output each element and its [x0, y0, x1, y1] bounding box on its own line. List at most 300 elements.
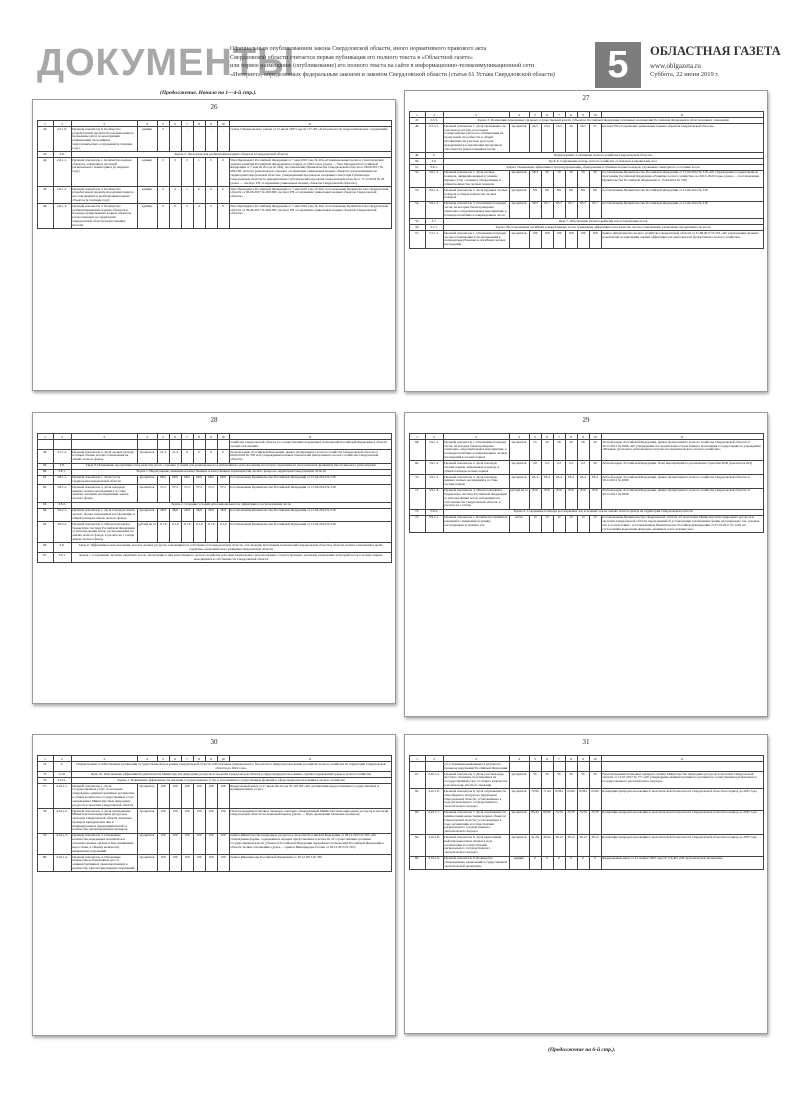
- table-cell: рублей на га: [137, 522, 157, 543]
- table-row: [37, 158, 391, 187]
- table-cell: Целевой показатель 1. Количество водных объектов, охваченных системой регионального мониторинга (в текущем году): [71, 158, 137, 187]
- table-cell: 100: [193, 833, 205, 854]
- table-cell: Указ Президента Российской Федерации от 7 мая 2018 года № 204, постановление Правительства Свердловской области от 06.06.2017 № 409-ПП, паспорт РП «Сохранение уникальных водных объектов Свердловской области»: [229, 186, 391, 203]
- document-page-panel: [404, 90, 768, 392]
- table-cell: 100: [553, 231, 565, 248]
- table-cell: -: [193, 127, 205, 152]
- table-cell: единиц: [137, 127, 157, 152]
- column-number: 6: [541, 112, 553, 118]
- table-cell: 50: [565, 771, 577, 788]
- table-cell: 4: [193, 204, 205, 229]
- column-number: 2: [425, 434, 443, 440]
- table-cell: 24,5: [529, 124, 541, 153]
- column-number: 9: [577, 112, 589, 118]
- table-cell: постановление Правительства Российской Федерации от 15.04.2014 № 318: [601, 201, 763, 218]
- table-cell: 77.: [37, 783, 53, 808]
- column-number: 10: [217, 756, 229, 762]
- table-cell: [589, 762, 601, 772]
- table-cell: [193, 440, 205, 450]
- table-cell: 63.: [37, 502, 53, 508]
- table-cell: 2,2: [565, 461, 577, 475]
- table-cell: 55.: [409, 219, 425, 225]
- table-cell: статья 5 Федерального закона от 21 июля 1997 года № 117-ФЗ «О безопасности гидротехнических сооружений»: [229, 127, 391, 152]
- table-cell: 21,4: [169, 449, 181, 463]
- table-cell: 100: [157, 833, 169, 854]
- column-number: 1: [37, 434, 53, 440]
- header-notice-line: «Интернет», определенных федеральным законом и законом Свердловской области (статья 61 Устава Свердловской области): [230, 71, 555, 78]
- table-cell: 8,6: [577, 188, 589, 202]
- table-cell: План проведения плановых проверок, ежегодно утверждаемый Министерством природных ресурсов и экологии Свердловской области на плановый период (далее — План проведения плановых проверок): [229, 808, 391, 833]
- document-page-panel: [404, 734, 768, 1034]
- table-cell: процентов: [509, 461, 529, 475]
- table-cell: 95,7: [565, 201, 577, 218]
- table-cell: 80.: [37, 855, 53, 872]
- table-cell: 100: [193, 808, 205, 833]
- table-cell: 0: [193, 186, 205, 203]
- table-row: [409, 440, 763, 461]
- column-number: 4: [137, 756, 157, 762]
- column-number: 10: [589, 756, 601, 762]
- section-heading-cell: Задача 1. Недопущение снижения количественных и качественных характеристик лесного фонда на территории Свердловской области: [71, 469, 391, 475]
- table-row: [409, 231, 763, 248]
- table-cell: 100: [529, 231, 541, 248]
- page-section-number: 30: [210, 738, 218, 746]
- column-number: 11: [229, 756, 391, 762]
- table-cell: Целевой показатель 5. Доля участков недр местного значения, поставленных на государственный учет, от общего количества участков недр местного значения: [444, 771, 508, 787]
- table-cell: Федеральный закон от 23 ноября 1995 года № 174-ФЗ «Об экологической экспертизе»: [601, 856, 763, 870]
- section-heading-cell: Задача 2. Сохранение площади лесопарковых зон и зеленых зон на землях лесного фонда на территории Свердловской области: [443, 509, 763, 515]
- table-cell: Лесной кодекс Российской Федерации, приказ Департамента лесного хозяйства Свердловской области от 30.12.2011 № 2096 «Об утверждении последовательности регламента исполнения государственного учреждения «Вечевые уральского регионального научно-исследовательского лесного хозяйства»: [601, 440, 763, 461]
- table-cell: 68,6: [205, 475, 217, 485]
- table-cell: Указ Президента Российской Федерации от 7 мая 2018 года № 204 «О национальных целях и стратегических задачах развития Российской Федерации на период до 2024 года» (далее — Указ Президента Российской Федерации от 7 мая 2018 года № 204), постановление Правительства Свердловской области от 06.06.2017 № 409-ПП, паспорт регионального проекта «Сохранение уникальных водных объектов, расположенных на территории Свердловской области», утвержденный протоколом заседания Совета при Губернаторе Свердловской области по приоритетным стратегическим проектам Свердловской области от 17.12.2018 № 26 (далее — паспорт РП «Сохранение уникальных водных объектов Свердловской области»): [229, 158, 391, 187]
- table-cell: [71, 440, 137, 450]
- indicators-table: [37, 755, 392, 872]
- table-cell: 62.: [37, 485, 53, 502]
- document-page-panel: [404, 412, 768, 717]
- table-cell: 3: [157, 186, 169, 203]
- column-number: 4: [137, 434, 157, 440]
- table-cell: 12: [577, 515, 589, 532]
- column-number: 2: [53, 756, 71, 762]
- page-section-number: 26: [210, 103, 218, 111]
- table-row: [409, 771, 763, 788]
- column-number: 8: [565, 112, 577, 118]
- table-row: [409, 835, 763, 856]
- continued-from-note: (Продолжение. Начало на 1—4-й стр.).: [160, 90, 257, 96]
- table-cell: 3,0: [589, 461, 601, 475]
- table-cell: 4.10.1.3.: [53, 833, 71, 854]
- newspaper-name: ОБЛАСТНАЯ ГАЗЕТА: [650, 44, 781, 58]
- table-cell: процентов: [509, 231, 529, 248]
- table-cell: 100: [157, 783, 169, 808]
- table-cell: 3.6.1.2.: [425, 188, 443, 202]
- table-cell: 100: [193, 855, 205, 872]
- column-number: 8: [565, 756, 577, 762]
- table-cell: 72,96: [529, 789, 541, 810]
- table-cell: 36,12: [553, 835, 565, 856]
- table-cell: [565, 762, 577, 772]
- table-cell: 3.7.: [425, 219, 443, 225]
- table-cell: 95,7: [589, 201, 601, 218]
- table-cell: 100: [157, 808, 169, 833]
- table-cell: 81.: [409, 771, 425, 788]
- table-cell: 25,0: [541, 124, 553, 153]
- table-cell: 100: [217, 808, 229, 833]
- table-cell: 74,76: [553, 810, 565, 835]
- table-row: [37, 186, 391, 203]
- table-cell: 26: [553, 440, 565, 461]
- table-cell: 59: [577, 170, 589, 187]
- section-heading-cell: Цель 10. Обеспечение эффективной деятельности Министерства природных ресурсов и экологии Свердловской области в сфере природопользования, охраны окружающей среды и лесного хозяйства: [71, 771, 391, 777]
- section-heading-cell: Цель 8. Повышение продуктивности и качества лесов, создание условий для рационального и интенсивного использования лесов при сохранении их экологических функций и биологического разнообразия: [71, 463, 391, 469]
- table-cell: 57,2: [205, 485, 217, 502]
- table-cell: 100: [577, 231, 589, 248]
- table-cell: 0: [157, 204, 169, 229]
- table-cell: Лесной кодекс Российской Федерации, приказ Департамента лесного хозяйства Свердловской области от 30.12.2011 № 2096: [601, 488, 763, 509]
- table-row: [409, 188, 763, 202]
- column-number: 2: [53, 121, 71, 127]
- table-cell: 63,84: [577, 789, 589, 810]
- table-cell: Целевой показатель 1. Доля площади земель лесного фонда, переданных в пользование, в общей площади земель лесного фонда: [72, 508, 136, 520]
- table-row: [409, 201, 763, 218]
- table-cell: 850: [577, 488, 589, 509]
- table-row: [409, 789, 763, 810]
- table-cell: 41,28: [529, 835, 541, 856]
- table-cell: Целевой показатель 1. Доля лесных пожаров, ликвидированных в течение первых суток с момента обнаружения, в общем количестве лесных пожаров: [443, 170, 509, 187]
- table-cell: 2.5.3.1.: [425, 124, 443, 153]
- table-cell: штук: [509, 515, 529, 532]
- table-cell: 1: [181, 186, 193, 203]
- table-cell: Целевой показатель 1. Доля государственных услуг, по которым утверждены административные регламенты, в общем количестве государственных услуг, оказываемых Министерством природных ресурсов и экологии Свердловской области: [71, 783, 137, 808]
- table-cell: [409, 762, 425, 772]
- issue-date: Суббота, 22 июня 2019 г.: [650, 71, 719, 78]
- table-cell: 111,9: [205, 522, 217, 543]
- table-cell: 59.: [37, 463, 53, 469]
- table-cell: 0: [589, 856, 601, 870]
- table-cell: 28,8: [217, 508, 229, 522]
- column-number: 1: [37, 756, 53, 762]
- document-page-panel: [32, 734, 396, 1036]
- column-number: 2: [425, 112, 443, 118]
- table-cell: 85,4: [553, 474, 565, 488]
- table-cell: Целевой показатель 2. Количество разработанной проектной документации по восстановлению и реабилитации водных объектов (в текущем году): [71, 186, 137, 203]
- table-cell: 0: [205, 186, 217, 203]
- table-cell: 12: [541, 515, 553, 532]
- table-cell: 850: [589, 488, 601, 509]
- page-section-number: 27: [582, 94, 590, 102]
- document-page-panel: [32, 412, 396, 704]
- table-cell: 100: [193, 783, 205, 808]
- table-cell: 3.8.2.2.: [53, 522, 71, 543]
- table-cell: 2.6.: [53, 152, 71, 158]
- table-cell: [577, 762, 589, 772]
- table-cell: 49.: [409, 152, 425, 158]
- table-cell: 63,84: [553, 789, 565, 810]
- table-cell: Целевой показатель 8. Доля выполнения нефтепромысловых планов в ходе организации и осуществления регионального государственного экологического надзора: [443, 835, 509, 856]
- table-cell: Целевой показатель 6. Количество разработанной проектной документации на проведение работ по консервации (ликвидации) бесхозяйных гидротехнических сооружений (в текущем году): [71, 127, 137, 152]
- table-cell: 85,44: [529, 810, 541, 835]
- table-cell: 3.8.1.1.: [53, 475, 71, 485]
- table-cell: 48.: [409, 124, 425, 153]
- table-cell: 57,2: [217, 485, 229, 502]
- table-cell: 59: [553, 170, 565, 187]
- table-cell: 26: [577, 440, 589, 461]
- table-cell: 100: [217, 855, 229, 872]
- table-cell: 25: [529, 440, 541, 461]
- table-cell: 50: [553, 771, 565, 788]
- column-number: 6: [541, 756, 553, 762]
- table-cell: 3: [157, 158, 169, 187]
- table-cell: Целевой показатель 3. Отношение площади лесов, на которых были проведены санитарно-оздоровительные мероприятия, к площади погибших и поврежденных лесов: [443, 201, 509, 218]
- table-cell: 2,2: [541, 461, 553, 475]
- table-cell: процентов: [509, 835, 529, 856]
- table-cell: процентов: [509, 789, 529, 810]
- table-cell: 3.9.1.4.: [425, 488, 443, 509]
- table-cell: 26,5: [577, 124, 589, 153]
- table-cell: процентов: [137, 475, 157, 485]
- table-cell: 2.5.1.6.: [53, 127, 71, 152]
- section-heading-cell: Задача 2. Экологическая реабилитация водных объектов в Свердловской области: [71, 152, 391, 158]
- table-cell: 85,4: [565, 474, 577, 488]
- table-cell: 850: [553, 488, 565, 509]
- table-cell: -: [217, 127, 229, 152]
- table-cell: 71,44: [541, 789, 553, 810]
- table-cell: об устранении выявленных в результате проверок нарушений Российской Федерации: [444, 761, 508, 770]
- table-cell: 57,2: [193, 485, 205, 502]
- table-cell: 57.: [409, 231, 425, 248]
- table-cell: 64.: [37, 508, 53, 522]
- column-number: 6: [169, 756, 181, 762]
- section-heading-cell: Задача. Повышение эффективности предупреждения, обнаружения и тушения лесных пожаров, улучшение санитарного состояния лесов: [443, 164, 763, 170]
- table-row: [37, 553, 391, 563]
- table-cell: 12: [565, 515, 577, 532]
- column-number: 9: [577, 756, 589, 762]
- section-heading-cell: Задача 1. Повышение эффективности оказания государственных услуг и исполнения государственных функций в сфере природопользования и лесного хозяйства: [71, 777, 391, 783]
- table-cell: процентов: [137, 449, 157, 463]
- table-cell: 3: [181, 158, 193, 187]
- table-cell: постановление Правительства Российской Федерации от 15.04.2014 № 318: [601, 188, 763, 202]
- table-cell: Федеральный закон от 27 июля 2010 года № 210-ФЗ «Об организации предоставления государственных и муниципальных услуг»: [229, 783, 391, 808]
- table-cell: 111,9: [193, 522, 205, 543]
- table-row: [409, 170, 763, 187]
- table-cell: 76.: [37, 777, 53, 783]
- table-cell: 65.: [37, 522, 53, 543]
- table-cell: 3.9.2.1.: [425, 515, 443, 532]
- column-number: 7: [181, 121, 193, 127]
- column-number: 10: [589, 434, 601, 440]
- table-cell: процентов: [137, 833, 157, 854]
- table-cell: 44.: [37, 158, 53, 187]
- table-cell: 25,5: [553, 124, 565, 153]
- table-cell: 95,7: [577, 201, 589, 218]
- newspaper-site-link[interactable]: www.oblgazeta.ru: [650, 62, 701, 70]
- column-number: 3: [71, 434, 137, 440]
- table-cell: 59: [541, 170, 553, 187]
- indicators-table: [37, 120, 392, 229]
- table-cell: Целевой показатель 1. Отношение площади лесовосстановления и лесоразведения к площади вырубленных и погибших лесных насаждений: [443, 231, 509, 248]
- page-number-badge: 5: [595, 42, 641, 88]
- table-cell: 50: [541, 771, 553, 788]
- table-cell: 68,6: [169, 475, 181, 485]
- table-cell: 12: [589, 515, 601, 532]
- table-cell: 850: [565, 488, 577, 509]
- table-cell: 3: [157, 127, 169, 152]
- column-number: 9: [205, 434, 217, 440]
- table-cell: 28,8: [205, 508, 217, 522]
- table-cell: приказ Департамента лесного хозяйства Свердловской области от 31.08.2017 № 552 «Об утверждении целевых показателей по критериям оценки эффективности деятельности Департамента лесного хозяйства»: [601, 231, 763, 248]
- page-section-number: 29: [582, 416, 590, 424]
- table-cell: [601, 762, 763, 772]
- table-cell: 2.6.1.3.: [53, 204, 71, 229]
- table-cell: 4.10.1.8.: [425, 835, 443, 856]
- table-cell: 74,76: [565, 810, 577, 835]
- table-cell: 0: [217, 158, 229, 187]
- table-cell: 0: [565, 856, 577, 870]
- table-cell: Целевой показатель 2. Доля крупных лесных пожаров в общем количестве лесных пожаров: [444, 187, 508, 200]
- table-cell: [157, 440, 169, 450]
- column-number: 8: [193, 121, 205, 127]
- table-cell: 67.: [37, 553, 53, 563]
- table-cell: 100: [589, 231, 601, 248]
- table-cell: единиц: [137, 158, 157, 187]
- table-cell: 78.: [37, 808, 53, 833]
- table-cell: Целевой показатель 2. Доля проведенных Министерством природных ресурсов и экологии Свердловской области плановых проверок юридических лиц и индивидуальных предпринимателей от количества запланированных проверок: [71, 808, 137, 833]
- table-cell: 3.9.1.1.: [425, 440, 443, 461]
- table-cell: 74.: [37, 762, 53, 772]
- header-notice-line: Свердловской области считается первая публикация его полного текста в «Областной газете»: [230, 54, 473, 61]
- table-cell: 3.7.1.2.: [53, 449, 71, 463]
- table-row: [37, 543, 391, 553]
- table-cell: постановление Правительства Российской Федерации от 15.04.2014 № 318: [229, 508, 391, 522]
- table-cell: 12: [529, 515, 541, 532]
- table-cell: Концепция природопользования и экологической безопасности Свердловской области на период до 2035 года: [601, 835, 763, 856]
- table-cell: 58,4: [529, 170, 541, 187]
- table-cell: 0: [577, 856, 589, 870]
- table-cell: 50: [577, 771, 589, 788]
- table-cell: 3.9.1.: [53, 553, 71, 563]
- table-cell: 95,7: [541, 201, 553, 218]
- table-cell: 3.9.2.: [425, 509, 443, 515]
- table-cell: 42.: [37, 127, 53, 152]
- table-cell: 100: [217, 833, 229, 854]
- table-cell: 72.: [409, 509, 425, 515]
- table-cell: 4.10.1.6.: [425, 789, 443, 810]
- column-number: 11: [229, 121, 391, 127]
- table-row: [37, 855, 391, 872]
- table-cell: 0: [541, 856, 553, 870]
- column-number: 4: [509, 756, 529, 762]
- table-cell: 2.6.1.2.: [53, 186, 71, 203]
- table-cell: 6: [217, 204, 229, 229]
- table-row: [409, 810, 763, 835]
- table-cell: постановление Правительства Российской Федерации от 15.04.2014 № 318 «Об утверждении государственной программы Российской Федерации «Развитие лесного хозяйства» на 2013–2020 годы» (далее — постановление Правительства Российской Федерации от 15.04.2014 № 318): [601, 170, 763, 187]
- table-cell: 59: [589, 170, 601, 187]
- table-cell: 84.: [409, 835, 425, 856]
- table-cell: 61.: [37, 475, 53, 485]
- header-notice-line: или первое размещение (опубликование) его полного текста на сайте в информационно-телекоммуникационной сети: [230, 63, 535, 70]
- table-cell: 100: [181, 783, 193, 808]
- column-number: 5: [157, 434, 169, 440]
- column-number: 3: [443, 756, 509, 762]
- section-heading-cell: Подпрограмма 3 «Развитие лесного хозяйства Свердловской области»: [443, 152, 763, 158]
- table-cell: 0: [217, 449, 229, 463]
- table-cell: 46.: [37, 204, 53, 229]
- table-cell: 57,2: [181, 485, 193, 502]
- column-number: 7: [553, 756, 565, 762]
- table-row: [37, 522, 391, 543]
- column-number: 9: [205, 121, 217, 127]
- table-cell: 4.10.1.2.: [53, 808, 71, 833]
- table-cell: 3: [169, 158, 181, 187]
- table-cell: [205, 440, 217, 450]
- table-row: [37, 127, 391, 152]
- table-cell: Указ Президента Российской Федерации от 7 мая 2018 года № 204, постановление Правительства Свердловской области от 06.06.2017 № 409-ПП, паспорт РП «Сохранение уникальных водных объектов Свердловской области»: [229, 204, 391, 229]
- column-number: 7: [553, 434, 565, 440]
- table-cell: 100: [169, 808, 181, 833]
- column-number: 5: [157, 756, 169, 762]
- table-cell: 68.: [409, 440, 425, 461]
- table-cell: 56.: [409, 225, 425, 231]
- table-row: [37, 475, 391, 485]
- table-cell: 47.: [409, 118, 425, 124]
- table-cell: 4.10.1.: [53, 777, 71, 783]
- table-cell: Целевой показатель 1. Количество принятых решений по изменению (границ) лесопарковых и зеленых зон: [443, 515, 509, 532]
- table-cell: 68,6: [181, 475, 193, 485]
- table-cell: 3.6.1.1.: [425, 170, 443, 187]
- table-cell: 68,6: [157, 475, 169, 485]
- table-cell: процентов: [509, 170, 529, 187]
- section-heading-cell: Задача 1. Сохранение системы защитных лесов, обеспечение в них качественного лесного хозяйства и их неистощительного использования, соответствующего целевому назначению категорий лесов в лесных парках, находящихся в собственности Свердловской области: [71, 553, 391, 563]
- column-number: 9: [205, 756, 217, 762]
- column-number: 11: [229, 434, 391, 440]
- table-cell: [181, 440, 193, 450]
- table-cell: 100: [181, 833, 193, 854]
- column-number: 8: [193, 434, 205, 440]
- table-cell: 27: [589, 124, 601, 153]
- table-cell: 36,12: [565, 835, 577, 856]
- table-cell: 2.6.1.1.: [53, 158, 71, 187]
- table-cell: [217, 440, 229, 450]
- table-cell: 28,8: [169, 508, 181, 522]
- section-heading-cell: Задача 2. Создание условий для рационального и эффективного использования лесов: [71, 502, 391, 508]
- table-cell: 0: [169, 204, 181, 229]
- indicators-table: [409, 433, 764, 533]
- table-cell: приказ Минприроды Российской Федерации от 28.12.2015 № 565: [229, 855, 391, 872]
- table-cell: 100: [565, 231, 577, 248]
- table-cell: 100: [181, 808, 193, 833]
- table-cell: 58.: [37, 449, 53, 463]
- table-row: [409, 856, 763, 870]
- table-cell: 59: [565, 170, 577, 187]
- column-number: 1: [409, 434, 425, 440]
- table-cell: Целевой показатель 6. Доля загрязненности атмосферного воздуха на территории Свердловской области, установленных в ходе регионального государственного экологического надзора: [443, 789, 509, 810]
- table-cell: единиц: [137, 186, 157, 203]
- page-section-number: 28: [210, 416, 218, 424]
- table-row: [409, 515, 763, 532]
- table-row: [37, 762, 391, 772]
- column-number: 6: [169, 121, 181, 127]
- section-heading-cell: Подпрограмма 4 «Обеспечение реализации государственной программы Свердловской области «Обеспечение рационального, безопасного природопользования и развитие лесного хозяйства на территории Свердловской области до 2024 года»: [71, 762, 391, 772]
- table-cell: 40,42: [541, 835, 553, 856]
- column-number: 1: [37, 121, 53, 127]
- column-number: 11: [601, 756, 763, 762]
- table-cell: 53.: [409, 188, 425, 202]
- table-row: [37, 440, 391, 450]
- table-cell: 80,96: [541, 810, 553, 835]
- table-cell: 73.: [409, 515, 425, 532]
- table-cell: [53, 440, 71, 450]
- table-cell: 100: [205, 855, 217, 872]
